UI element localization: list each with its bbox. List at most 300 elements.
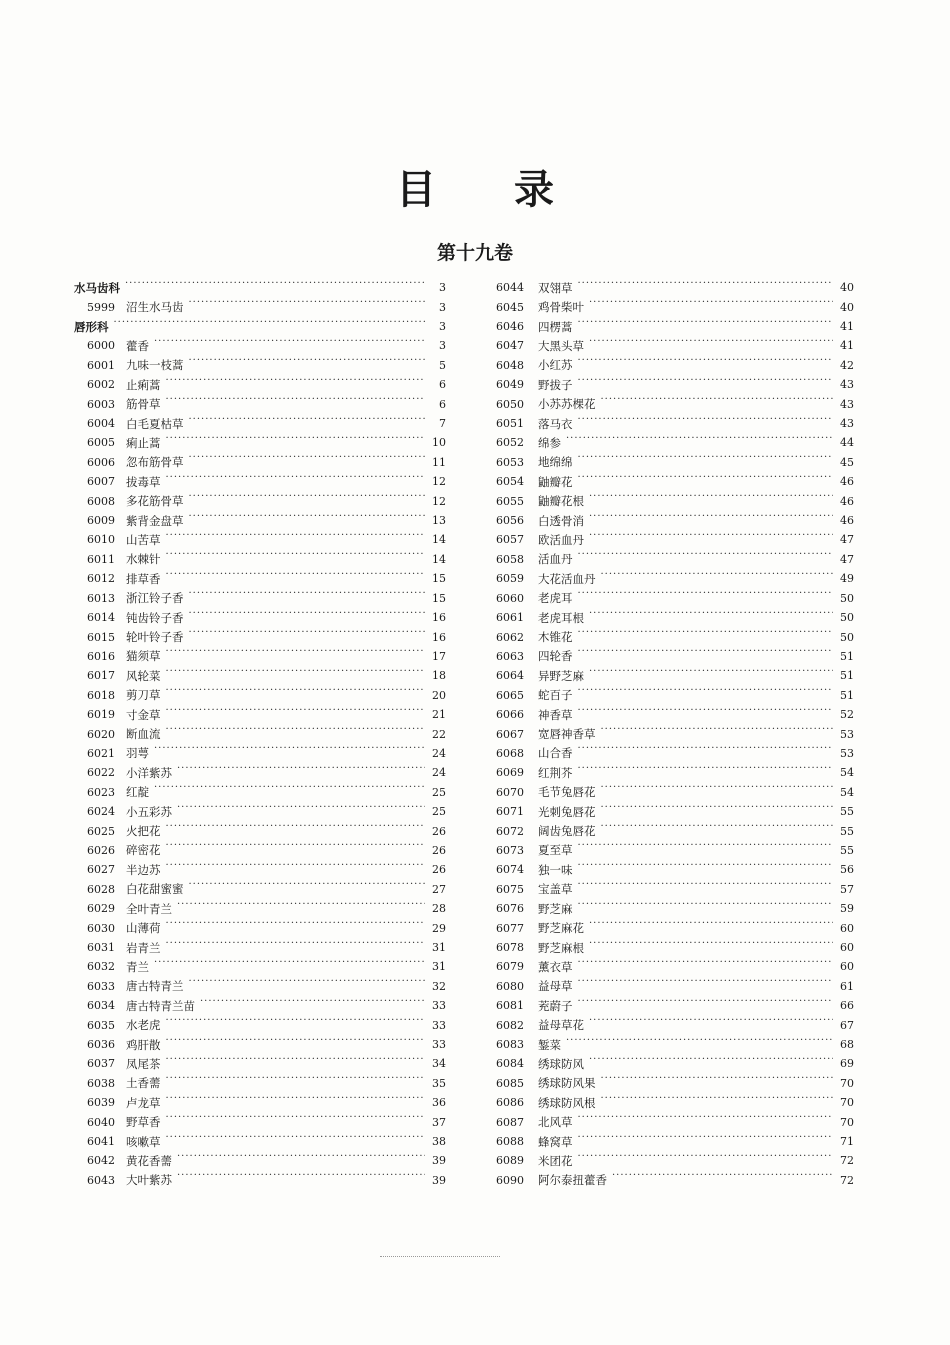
dot-leader: [166, 863, 426, 877]
toc-entry-row[interactable]: [74, 724, 446, 743]
toc-entry-row[interactable]: [496, 336, 854, 355]
page-number: 12: [432, 475, 446, 489]
toc-entry-row[interactable]: [496, 550, 854, 569]
toc-entry-row[interactable]: [74, 783, 446, 802]
page-number: 51: [840, 649, 854, 663]
toc-entry-row[interactable]: [496, 278, 854, 297]
entry-name: 止痢蒿: [126, 377, 161, 392]
toc-entry-row[interactable]: [496, 705, 854, 724]
toc-entry-row[interactable]: [74, 453, 446, 472]
toc-entry-row[interactable]: [74, 744, 446, 763]
page-number: 71: [840, 1135, 854, 1149]
entry-name: 落马衣: [538, 416, 573, 431]
page-number: 14: [432, 552, 446, 566]
entry-number: 6090: [496, 1173, 524, 1187]
toc-entry-row[interactable]: [74, 860, 446, 879]
entry-number: 6022: [87, 766, 115, 780]
entry-name: 痢止蒿: [126, 435, 161, 450]
dot-leader: [601, 727, 834, 741]
toc-entry-row[interactable]: [74, 1132, 446, 1151]
page-number: 33: [432, 999, 446, 1013]
entry-name: 大叶紫苏: [126, 1173, 172, 1188]
page-number: 31: [432, 960, 446, 974]
entry-name: 野拔子: [538, 377, 573, 392]
page-number: 55: [840, 824, 854, 838]
dot-leader: [566, 1038, 833, 1052]
dot-leader: [166, 572, 426, 586]
toc-entry-row[interactable]: [74, 336, 446, 355]
toc-entry-row[interactable]: [496, 1054, 854, 1073]
toc-entry-row[interactable]: [496, 1035, 854, 1054]
dot-leader: [601, 824, 834, 838]
entry-name: 大花活血丹: [538, 571, 596, 586]
toc-entry-row[interactable]: [496, 627, 854, 646]
entry-name: 夏至草: [538, 843, 573, 858]
entry-name: 多花筋骨草: [126, 494, 184, 509]
toc-entry-row[interactable]: [74, 297, 446, 316]
page-number: 28: [432, 902, 446, 916]
toc-category-row[interactable]: [74, 278, 446, 297]
page-number: 50: [840, 591, 854, 605]
entry-number: 6040: [87, 1115, 115, 1129]
toc-entry-row[interactable]: [496, 783, 854, 802]
toc-entry-row[interactable]: [74, 472, 446, 491]
entry-number: 6001: [87, 358, 115, 372]
dot-leader: [154, 746, 425, 760]
entry-name: 茺蔚子: [538, 998, 573, 1013]
dot-leader: [154, 339, 425, 353]
toc-entry-row[interactable]: [74, 938, 446, 957]
toc-entry-row[interactable]: [496, 821, 854, 840]
entry-name: 小苏苏棵花: [538, 397, 596, 412]
entry-number: 6006: [87, 455, 115, 469]
entry-number: 6012: [87, 572, 115, 586]
page-number: 33: [432, 1038, 446, 1052]
entry-number: 6058: [496, 552, 524, 566]
toc-entry-row[interactable]: [74, 414, 446, 433]
dot-leader: [601, 1076, 834, 1090]
scan-artifact: [380, 1256, 500, 1259]
entry-name: 筋骨草: [126, 397, 161, 412]
entry-name: 神香草: [538, 707, 573, 722]
dot-leader: [578, 746, 834, 760]
page-number: 29: [432, 921, 446, 935]
entry-number: 6085: [496, 1076, 524, 1090]
entry-number: 6045: [496, 300, 524, 314]
entry-name: 野草香: [126, 1115, 161, 1130]
dot-leader: [166, 378, 426, 392]
dot-leader: [578, 902, 834, 916]
entry-name: 绣球防风: [538, 1056, 584, 1071]
toc-entry-row[interactable]: [74, 627, 446, 646]
dot-leader: [578, 1154, 834, 1168]
entry-number: 6044: [496, 281, 524, 295]
toc-entry-row[interactable]: [74, 433, 446, 452]
entry-name: 凤尾茶: [126, 1056, 161, 1071]
toc-entry-row[interactable]: [74, 996, 446, 1015]
toc-entry-row[interactable]: [74, 841, 446, 860]
dot-leader: [189, 494, 426, 508]
page-number: 54: [840, 785, 854, 799]
dot-leader: [578, 378, 834, 392]
entry-name: 薰衣草: [538, 959, 573, 974]
toc-entry-row[interactable]: [74, 589, 446, 608]
toc-entry-row[interactable]: [496, 938, 854, 957]
dot-leader: [166, 552, 426, 566]
entry-name: 四轮香: [538, 649, 573, 664]
title-char-1: 目: [396, 166, 436, 213]
dot-leader: [589, 514, 833, 528]
entry-name: 野芝麻根: [538, 940, 584, 955]
page-title: [0, 158, 950, 215]
page-number: 70: [840, 1096, 854, 1110]
toc-entry-row[interactable]: [496, 899, 854, 918]
dot-leader: [189, 630, 426, 644]
toc-entry-row[interactable]: [496, 957, 854, 976]
toc-entry-row[interactable]: [496, 802, 854, 821]
dot-leader: [177, 805, 425, 819]
entry-number: 6039: [87, 1096, 115, 1110]
toc-entry-row[interactable]: [74, 918, 446, 937]
toc-entry-row[interactable]: [74, 608, 446, 627]
dot-leader: [578, 630, 834, 644]
toc-entry-row[interactable]: [496, 918, 854, 937]
dot-leader: [578, 766, 834, 780]
toc-entry-row[interactable]: [74, 491, 446, 510]
page-number: 26: [432, 824, 446, 838]
toc-entry-row[interactable]: [74, 1151, 446, 1170]
page-number: 26: [432, 863, 446, 877]
toc-entry-row[interactable]: [496, 530, 854, 549]
dot-leader: [578, 863, 834, 877]
toc-entry-row[interactable]: [496, 356, 854, 375]
page-number: 17: [432, 649, 446, 663]
toc-entry-row[interactable]: [496, 608, 854, 627]
toc-entry-row[interactable]: [74, 880, 446, 899]
page-number: 27: [432, 882, 446, 896]
toc-entry-row[interactable]: [496, 1132, 854, 1151]
toc-entry-row[interactable]: [74, 647, 446, 666]
entry-name: 水老虎: [126, 1018, 161, 1033]
entry-number: 6071: [496, 805, 524, 819]
page-number: 67: [840, 1018, 854, 1032]
entry-name: 白毛夏枯草: [126, 416, 184, 431]
dot-leader: [189, 591, 426, 605]
dot-leader: [589, 669, 833, 683]
dot-leader: [578, 591, 834, 605]
entry-number: 6015: [87, 630, 115, 644]
entry-name: 宝盖草: [538, 882, 573, 897]
toc-entry-row[interactable]: [74, 375, 446, 394]
toc-entry-row[interactable]: [74, 1054, 446, 1073]
dot-leader: [166, 533, 426, 547]
toc-entry-row[interactable]: [74, 821, 446, 840]
toc-entry-row[interactable]: [496, 511, 854, 530]
entry-number: 6013: [87, 591, 115, 605]
dot-leader: [589, 1057, 833, 1071]
entry-number: 6079: [496, 960, 524, 974]
toc-entry-row[interactable]: [74, 1035, 446, 1054]
entry-number: 6060: [496, 591, 524, 605]
page-number: 46: [840, 514, 854, 528]
page-number: 59: [840, 902, 854, 916]
toc-entry-row[interactable]: [74, 977, 446, 996]
entry-number: 6055: [496, 494, 524, 508]
dot-leader: [177, 766, 425, 780]
entry-number: 6051: [496, 417, 524, 431]
entry-number: 6080: [496, 979, 524, 993]
category-name: 水马齿科: [74, 280, 120, 295]
toc-category-row[interactable]: [74, 317, 446, 336]
toc-entry-row[interactable]: [74, 705, 446, 724]
dot-leader: [578, 358, 834, 372]
entry-name: 土香薷: [126, 1076, 161, 1091]
entry-number: 6018: [87, 688, 115, 702]
entry-name: 岩青兰: [126, 940, 161, 955]
toc-entry-row[interactable]: [74, 666, 446, 685]
toc-entry-row[interactable]: [496, 841, 854, 860]
toc-entry-row[interactable]: [496, 647, 854, 666]
page-number: 45: [840, 455, 854, 469]
toc-entry-row[interactable]: [496, 880, 854, 899]
dot-leader: [189, 455, 426, 469]
entry-number: 6074: [496, 863, 524, 877]
page-number: 46: [840, 494, 854, 508]
page-number: 5: [439, 358, 446, 372]
entry-name: 鼬瓣花根: [538, 494, 584, 509]
dot-leader: [578, 455, 834, 469]
volume-heading: 第十九卷: [436, 242, 513, 264]
entry-number: 6025: [87, 824, 115, 838]
page-number: 51: [840, 688, 854, 702]
toc-entry-row[interactable]: [496, 1112, 854, 1131]
toc-entry-row[interactable]: [496, 394, 854, 413]
toc-entry-row[interactable]: [74, 899, 446, 918]
dot-leader: [200, 999, 425, 1013]
entry-number: 6061: [496, 611, 524, 625]
entry-number: 6019: [87, 708, 115, 722]
dot-leader: [189, 882, 426, 896]
toc-entry-row[interactable]: [496, 763, 854, 782]
toc-entry-row[interactable]: [496, 472, 854, 491]
page-number: 7: [439, 417, 446, 431]
entry-number: 6076: [496, 902, 524, 916]
dot-leader: [578, 281, 834, 295]
dot-leader: [578, 960, 834, 974]
entry-name: 青兰: [126, 959, 149, 974]
toc-entry-row[interactable]: [74, 511, 446, 530]
toc-entry-row[interactable]: [74, 1093, 446, 1112]
toc-entry-row[interactable]: [496, 1015, 854, 1034]
page-number: 31: [432, 941, 446, 955]
toc-entry-row[interactable]: [74, 356, 446, 375]
dot-leader: [166, 669, 426, 683]
toc-entry-row[interactable]: [496, 414, 854, 433]
page-number: 52: [840, 708, 854, 722]
dot-leader: [578, 979, 834, 993]
toc-entry-row[interactable]: [496, 297, 854, 316]
toc-entry-row[interactable]: [496, 1151, 854, 1170]
dot-leader: [578, 417, 834, 431]
dot-leader: [166, 1135, 426, 1149]
dot-leader: [589, 339, 833, 353]
toc-entry-row[interactable]: [496, 666, 854, 685]
entry-name: 剪刀草: [126, 688, 161, 703]
entry-number: 6008: [87, 494, 115, 508]
entry-number: 6031: [87, 941, 115, 955]
entry-number: 6075: [496, 882, 524, 896]
toc-entry-row[interactable]: [74, 1074, 446, 1093]
entry-name: 全叶青兰: [126, 901, 172, 916]
page-number: 38: [432, 1135, 446, 1149]
dot-leader: [166, 397, 426, 411]
toc-entry-row[interactable]: [496, 1171, 854, 1190]
page-number: 3: [439, 339, 446, 353]
entry-number: 6054: [496, 475, 524, 489]
dot-leader: [166, 921, 426, 935]
toc-entry-row[interactable]: [496, 686, 854, 705]
entry-number: 6010: [87, 533, 115, 547]
toc-entry-row[interactable]: [496, 724, 854, 743]
page-number: 47: [840, 533, 854, 547]
entry-name: 毛节兔唇花: [538, 785, 596, 800]
dot-leader: [166, 941, 426, 955]
entry-name: 独一味: [538, 862, 573, 877]
dot-leader: [166, 436, 426, 450]
entry-number: 6073: [496, 843, 524, 857]
toc-entry-row[interactable]: [496, 453, 854, 472]
entry-name: 藿香: [126, 338, 149, 353]
dot-leader: [589, 300, 833, 314]
dot-leader: [589, 1018, 833, 1032]
toc-entry-row[interactable]: [74, 569, 446, 588]
page-number: 51: [840, 669, 854, 683]
toc-entry-row[interactable]: [74, 763, 446, 782]
toc-entry-row[interactable]: [74, 1112, 446, 1131]
dot-leader: [166, 649, 426, 663]
entry-number: 6030: [87, 921, 115, 935]
dot-leader: [177, 1173, 425, 1187]
entry-number: 6069: [496, 766, 524, 780]
entry-number: 6034: [87, 999, 115, 1013]
dot-leader: [189, 358, 426, 372]
dot-leader: [166, 1057, 426, 1071]
toc-entry-row[interactable]: [496, 996, 854, 1015]
entry-name: 轮叶铃子香: [126, 630, 184, 645]
entry-name: 鼬瓣花: [538, 474, 573, 489]
dot-leader: [189, 611, 426, 625]
dot-leader: [589, 921, 833, 935]
entry-number: 6067: [496, 727, 524, 741]
entry-name: 山合香: [538, 746, 573, 761]
entry-name: 錾菜: [538, 1037, 561, 1052]
page-number: 16: [432, 630, 446, 644]
entry-name: 野芝麻花: [538, 921, 584, 936]
toc-entry-row[interactable]: [496, 569, 854, 588]
page-number: 70: [840, 1076, 854, 1090]
entry-name: 蛇百子: [538, 688, 573, 703]
entry-number: 6038: [87, 1076, 115, 1090]
toc-entry-row[interactable]: [74, 686, 446, 705]
page-number: 50: [840, 630, 854, 644]
dot-leader: [177, 902, 425, 916]
entry-name: 红靛: [126, 785, 149, 800]
dot-leader: [154, 960, 425, 974]
toc-entry-row[interactable]: [496, 977, 854, 996]
dot-leader: [166, 1038, 426, 1052]
entry-number: 6032: [87, 960, 115, 974]
page-number: 60: [840, 960, 854, 974]
entry-name: 益母草: [538, 979, 573, 994]
toc-entry-row[interactable]: [496, 375, 854, 394]
dot-leader: [578, 1135, 834, 1149]
entry-name: 拔毒草: [126, 474, 161, 489]
toc-entry-row[interactable]: [74, 394, 446, 413]
dot-leader: [166, 1096, 426, 1110]
dot-leader: [578, 843, 834, 857]
entry-number: 6036: [87, 1038, 115, 1052]
toc-entry-row[interactable]: [74, 550, 446, 569]
page-number: 3: [439, 281, 446, 295]
toc-entry-row[interactable]: [74, 802, 446, 821]
entry-name: 排草香: [126, 571, 161, 586]
toc-entry-row[interactable]: [74, 1171, 446, 1190]
entry-name: 白花甜蜜蜜: [126, 882, 184, 897]
entry-name: 老虎耳: [538, 591, 573, 606]
entry-number: 6050: [496, 397, 524, 411]
page-number: 12: [432, 494, 446, 508]
toc-entry-row[interactable]: [496, 1074, 854, 1093]
toc-entry-row[interactable]: [496, 589, 854, 608]
page-number: 24: [432, 766, 446, 780]
entry-name: 水棘针: [126, 552, 161, 567]
toc-entry-row[interactable]: [496, 317, 854, 336]
entry-number: 6041: [87, 1135, 115, 1149]
page-number: 40: [840, 281, 854, 295]
entry-number: 6078: [496, 941, 524, 955]
entry-number: 6057: [496, 533, 524, 547]
entry-name: 木锥花: [538, 630, 573, 645]
page-number: 53: [840, 727, 854, 741]
page-number: 47: [840, 552, 854, 566]
toc-entry-row[interactable]: [496, 860, 854, 879]
dot-leader: [166, 824, 426, 838]
toc-entry-row[interactable]: [74, 1015, 446, 1034]
entry-number: 6088: [496, 1135, 524, 1149]
entry-name: 断血流: [126, 727, 161, 742]
toc-entry-row[interactable]: [496, 433, 854, 452]
toc-entry-row[interactable]: [496, 1093, 854, 1112]
page-number: 25: [432, 785, 446, 799]
page-number: 35: [432, 1076, 446, 1090]
toc-entry-row[interactable]: [496, 744, 854, 763]
page-number: 72: [840, 1173, 854, 1187]
entry-name: 碎密花: [126, 843, 161, 858]
toc-entry-row[interactable]: [74, 957, 446, 976]
toc-entry-row[interactable]: [74, 530, 446, 549]
entry-name: 羽萼: [126, 746, 149, 761]
entry-number: 6042: [87, 1154, 115, 1168]
dot-leader: [166, 475, 426, 489]
dot-leader: [166, 708, 426, 722]
entry-number: 6037: [87, 1057, 115, 1071]
entry-name: 黄花香薷: [126, 1153, 172, 1168]
dot-leader: [166, 1076, 426, 1090]
page-number: 15: [432, 591, 446, 605]
page-number: 15: [432, 572, 446, 586]
page-number: 40: [840, 300, 854, 314]
toc-entry-row[interactable]: [496, 491, 854, 510]
